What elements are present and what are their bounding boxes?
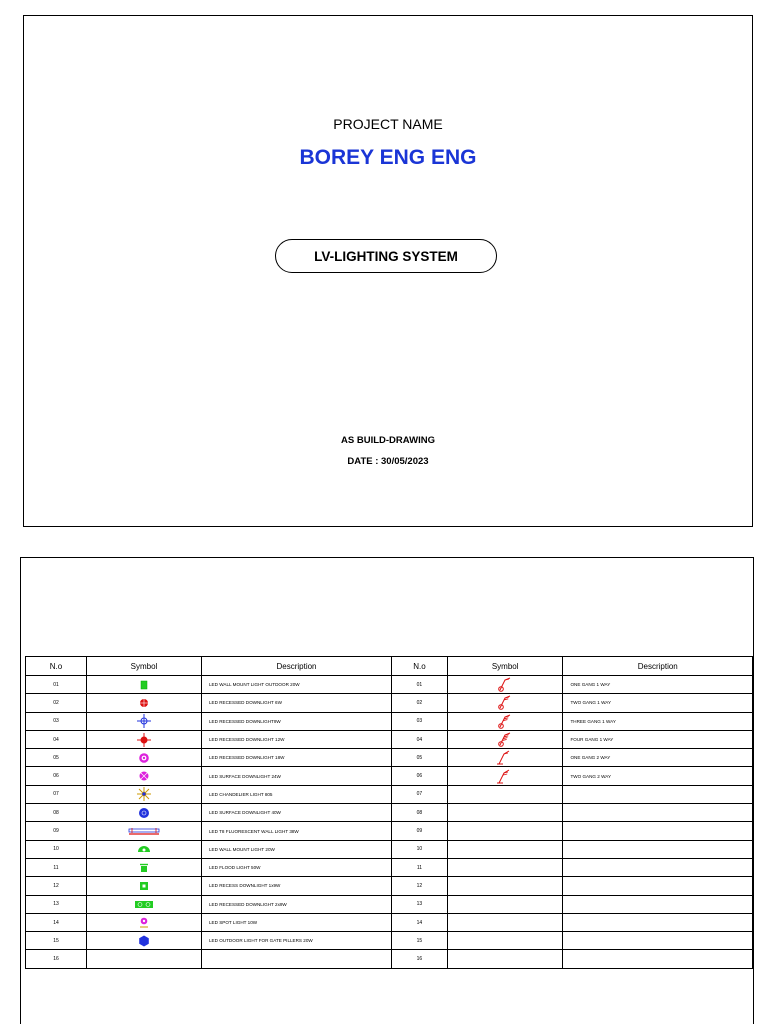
- row-number: 04: [26, 730, 87, 748]
- symbol-cell: [447, 730, 563, 748]
- spot-light-icon: [87, 917, 201, 929]
- symbol-cell: [87, 895, 202, 913]
- recessed-downlight-12w-icon: [87, 733, 201, 747]
- outdoor-gate-pillar-light-icon: [87, 935, 201, 947]
- table-row: [26, 730, 392, 748]
- surface-downlight-24w-icon: [87, 770, 201, 782]
- two-gang-1-way-switch-icon: [448, 694, 563, 711]
- symbol-cell: [87, 676, 202, 694]
- table-row: [392, 804, 753, 822]
- table-header-row: [26, 657, 392, 676]
- switch-legend-table: [391, 656, 753, 969]
- row-number: 02: [392, 694, 448, 712]
- row-number: 09: [392, 822, 448, 840]
- symbol-cell: [87, 730, 202, 748]
- row-description: LED RECESSED DOWNLIGHT 12W: [202, 730, 392, 748]
- row-description: THREE GANG 1 WAY: [563, 712, 753, 730]
- row-description: [563, 858, 753, 876]
- table-row: [26, 767, 392, 785]
- lighting-legend-table: [25, 656, 392, 969]
- table-row: [392, 785, 753, 803]
- row-description: LED RECESSED DOWNLIGHT9W: [202, 712, 392, 730]
- table-row: [26, 840, 392, 858]
- symbol-cell: [87, 913, 202, 931]
- row-number: 09: [26, 822, 87, 840]
- row-description: LED RECESS DOWNLIGHT 1x9W: [202, 877, 392, 895]
- system-title: LV-LIGHTING SYSTEM: [314, 248, 458, 264]
- table-row: [392, 913, 753, 931]
- row-number: 05: [26, 749, 87, 767]
- one-gang-2-way-switch-icon: [448, 749, 563, 766]
- table-row: [392, 858, 753, 876]
- row-description: ONE GANG 2 WAY: [563, 749, 753, 767]
- row-description: [563, 785, 753, 803]
- drawing-type: AS BUILD-DRAWING: [341, 435, 435, 446]
- row-number: 06: [26, 767, 87, 785]
- row-description: LED CHANDELIER LIGHT 805: [202, 785, 392, 803]
- chandelier-light-icon: [87, 787, 201, 801]
- project-label: PROJECT NAME: [333, 116, 443, 132]
- table-row: [392, 676, 753, 694]
- row-number: 01: [392, 676, 448, 694]
- table-row: [26, 749, 392, 767]
- symbol-cell: [87, 767, 202, 785]
- recessed-downlight-9w-icon: [87, 714, 201, 728]
- table-row: [392, 822, 753, 840]
- table-row: [26, 858, 392, 876]
- drawing-date: DATE : 30/05/2023: [347, 456, 429, 467]
- wall-mount-light-icon: [87, 845, 201, 853]
- table-row: [392, 895, 753, 913]
- row-description: ONE GANG 1 WAY: [563, 676, 753, 694]
- row-number: 10: [26, 840, 87, 858]
- table-row: [26, 694, 392, 712]
- row-number: 04: [392, 730, 448, 748]
- wall-mount-outdoor-light-icon: [87, 680, 201, 690]
- row-number: 16: [26, 950, 87, 968]
- table-row: [26, 877, 392, 895]
- symbol-cell: [87, 877, 202, 895]
- row-number: 05: [392, 749, 448, 767]
- table-row: [392, 767, 753, 785]
- symbol-cell: [87, 858, 202, 876]
- three-gang-1-way-switch-icon: [448, 713, 563, 730]
- row-description: [563, 840, 753, 858]
- row-number: 08: [392, 804, 448, 822]
- symbol-cell: [447, 676, 563, 694]
- t8-fluorescent-wall-light-icon: [87, 827, 201, 835]
- symbol-cell: [447, 877, 563, 895]
- symbol-cell: [447, 858, 563, 876]
- row-number: 08: [26, 804, 87, 822]
- symbol-cell: [87, 804, 202, 822]
- symbol-cell: [87, 785, 202, 803]
- symbol-cell: [87, 712, 202, 730]
- header-symbol: Symbol: [87, 657, 202, 676]
- symbol-cell: [447, 950, 563, 968]
- table-row: [392, 730, 753, 748]
- symbol-cell: [447, 895, 563, 913]
- row-number: 15: [26, 932, 87, 950]
- row-number: 06: [392, 767, 448, 785]
- symbol-cell: [447, 749, 563, 767]
- table-row: [392, 749, 753, 767]
- row-number: 01: [26, 676, 87, 694]
- row-number: 07: [392, 785, 448, 803]
- row-description: LED OUTDOOR LIGHT FOR GATE PILLERS 20W: [202, 932, 392, 950]
- row-number: 02: [26, 694, 87, 712]
- row-number: 16: [392, 950, 448, 968]
- cover-sheet: [23, 15, 753, 527]
- row-number: 15: [392, 932, 448, 950]
- row-number: 07: [26, 785, 87, 803]
- symbol-cell: [447, 840, 563, 858]
- symbol-cell: [447, 932, 563, 950]
- symbol-cell: [87, 749, 202, 767]
- table-row: [26, 712, 392, 730]
- row-description: LED FLOOD LIGHT 50W: [202, 858, 392, 876]
- row-number: 14: [392, 913, 448, 931]
- row-number: 14: [26, 913, 87, 931]
- row-number: 13: [26, 895, 87, 913]
- symbol-cell: [447, 785, 563, 803]
- symbol-cell: [87, 932, 202, 950]
- row-number: 12: [392, 877, 448, 895]
- one-gang-1-way-switch-icon: [448, 676, 563, 693]
- table-row: [26, 913, 392, 931]
- row-number: 11: [26, 858, 87, 876]
- header-no: N.o: [392, 657, 448, 676]
- symbol-cell: [87, 822, 202, 840]
- table-row: [392, 950, 753, 968]
- row-description: [202, 950, 392, 968]
- recessed-downlight-6w-icon: [87, 697, 201, 709]
- row-description: TWO GANG 2 WAY: [563, 767, 753, 785]
- row-description: [563, 950, 753, 968]
- table-row: [392, 932, 753, 950]
- table-row: [26, 950, 392, 968]
- row-description: [563, 913, 753, 931]
- flood-light-icon: [87, 863, 201, 873]
- system-title-box: [275, 239, 497, 273]
- row-description: LED SURFACE DOWNLIGHT 40W: [202, 804, 392, 822]
- surface-downlight-40w-icon: [87, 807, 201, 819]
- symbol-cell: [87, 694, 202, 712]
- table-row: [392, 694, 753, 712]
- row-description: LED WALL MOUNT LIGHT OUTDOOR 20W: [202, 676, 392, 694]
- row-description: LED SPOT LIGHT 10W: [202, 913, 392, 931]
- four-gang-1-way-switch-icon: [448, 731, 563, 748]
- row-description: LED T8 FLUORESCENT WALL LIGHT 38W: [202, 822, 392, 840]
- table-row: [26, 804, 392, 822]
- row-description: [563, 877, 753, 895]
- row-number: 03: [392, 712, 448, 730]
- row-number: 10: [392, 840, 448, 858]
- row-description: [563, 932, 753, 950]
- symbol-cell: [447, 767, 563, 785]
- row-description: LED WALL MOUNT LIGHT 20W: [202, 840, 392, 858]
- table-row: [26, 785, 392, 803]
- project-name: BOREY ENG ENG: [299, 146, 477, 169]
- symbol-cell: [447, 804, 563, 822]
- header-description: Description: [202, 657, 392, 676]
- legend-sheet: [20, 557, 754, 1024]
- row-description: FOUR GANG 1 WAY: [563, 730, 753, 748]
- row-description: [563, 804, 753, 822]
- row-description: TWO GANG 1 WAY: [563, 694, 753, 712]
- header-description: Description: [563, 657, 753, 676]
- row-description: LED RECESSED DOWNLIGHT 2x9W: [202, 895, 392, 913]
- row-number: 12: [26, 877, 87, 895]
- symbol-cell: [87, 950, 202, 968]
- row-number: 03: [26, 712, 87, 730]
- symbol-cell: [447, 712, 563, 730]
- recessed-downlight-2x9w-icon: [87, 900, 201, 909]
- row-description: LED SURFACE DOWNLIGHT 24W: [202, 767, 392, 785]
- header-symbol: Symbol: [447, 657, 563, 676]
- row-number: 11: [392, 858, 448, 876]
- row-description: [563, 895, 753, 913]
- table-row: [26, 932, 392, 950]
- row-description: LED RECESSED DOWNLIGHT 18W: [202, 749, 392, 767]
- table-row: [26, 895, 392, 913]
- row-number: 13: [392, 895, 448, 913]
- symbol-cell: [87, 840, 202, 858]
- two-gang-2-way-switch-icon: [448, 768, 563, 785]
- symbol-cell: [447, 694, 563, 712]
- symbol-cell: [447, 822, 563, 840]
- table-row: [26, 822, 392, 840]
- table-row: [392, 712, 753, 730]
- table-row: [392, 840, 753, 858]
- header-no: N.o: [26, 657, 87, 676]
- row-description: [563, 822, 753, 840]
- row-description: LED RECESSED DOWNLIGHT 6W: [202, 694, 392, 712]
- symbol-cell: [447, 913, 563, 931]
- recess-downlight-1x9w-icon: [87, 881, 201, 891]
- table-header-row: [392, 657, 753, 676]
- recessed-downlight-18w-icon: [87, 752, 201, 764]
- table-row: [392, 877, 753, 895]
- table-row: [26, 676, 392, 694]
